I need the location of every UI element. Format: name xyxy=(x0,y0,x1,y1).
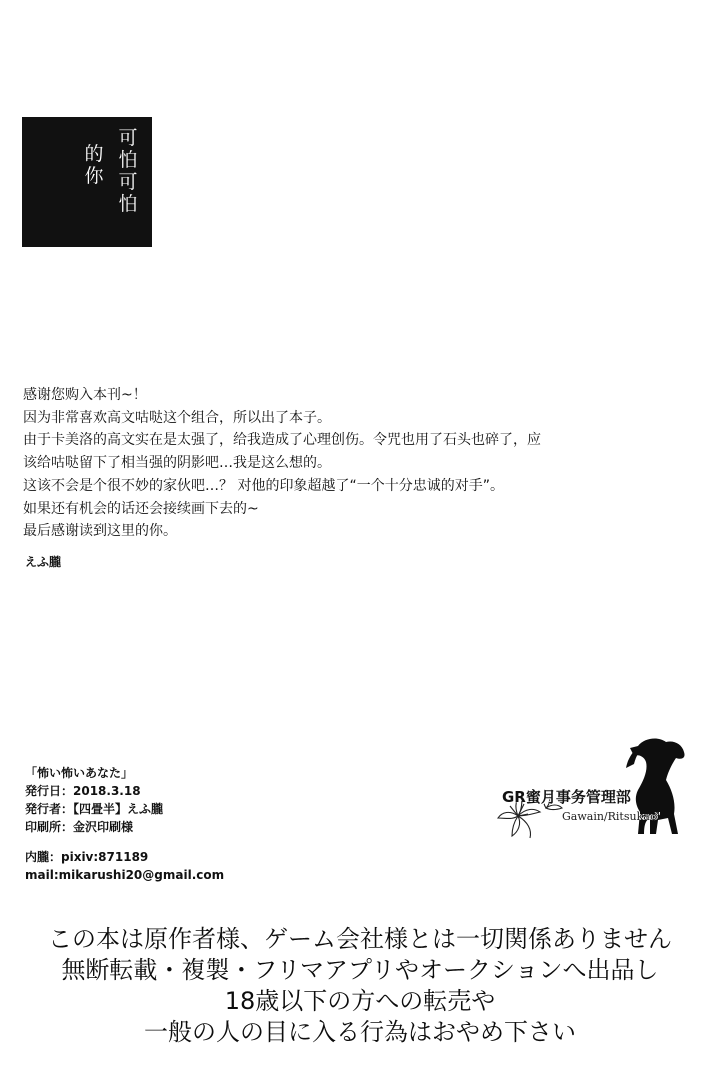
title-column-2: 的你 xyxy=(84,143,104,187)
book-title: 「怖い怖いあなた」 xyxy=(25,766,134,780)
circle-name: GR蜜月事务管理部 xyxy=(502,788,631,806)
author-signature: えふ朧 xyxy=(25,555,62,569)
notice-line: 無断転載・複製・フリマアプリやオークションへ出品し xyxy=(61,956,659,984)
afterword xyxy=(23,384,663,543)
circle-logo xyxy=(488,734,698,844)
colophon xyxy=(25,764,224,884)
notice-line: この本は原作者様、ゲーム会社様とは一切関係ありません xyxy=(48,925,672,953)
afterword-line: 感谢您购入本刊~！ xyxy=(23,387,147,403)
afterword-line: 因为非常喜欢高文咕哒这个组合，所以出了本子。 xyxy=(23,409,331,426)
title-column-1: 可怕可怕 xyxy=(118,127,138,215)
title-panel xyxy=(22,117,152,247)
notice-line: 18歳以下の方への転売や xyxy=(224,987,496,1015)
contact-email: mail:mikarushi20@gmail.com xyxy=(25,868,225,882)
publish-date: 発行日：2018.3.18 xyxy=(25,784,141,798)
afterword-line: 由于卡美洛的高文实在是太强了，给我造成了心理创伤。令咒也用了石头也碎了，应 xyxy=(23,432,541,449)
notice-line: 一般の人の目に入る行為はおやめ下さい xyxy=(144,1018,576,1046)
copyright-notice xyxy=(0,924,720,1048)
printer: 印刷所：金沢印刷様 xyxy=(25,820,134,834)
circle-subtitle: Gawain/Ritsuka♂ xyxy=(562,810,660,823)
afterword-line: 这该不会是个很不妙的家伙吧…？ 对他的印象超越了“一个十分忠诚的对手”。 xyxy=(23,477,504,494)
afterword-line: 最后感谢读到这里的你。 xyxy=(23,523,177,540)
afterword-line: 该给咕哒留下了相当强的阴影吧…我是这么想的。 xyxy=(23,455,331,472)
publisher: 発行者：【四畳半】えふ朧 xyxy=(25,802,164,816)
afterword-line: 如果还有机会的话还会接续画下去的~ xyxy=(23,500,259,517)
pixiv-id: 内朧：pixiv:871189 xyxy=(25,850,149,864)
